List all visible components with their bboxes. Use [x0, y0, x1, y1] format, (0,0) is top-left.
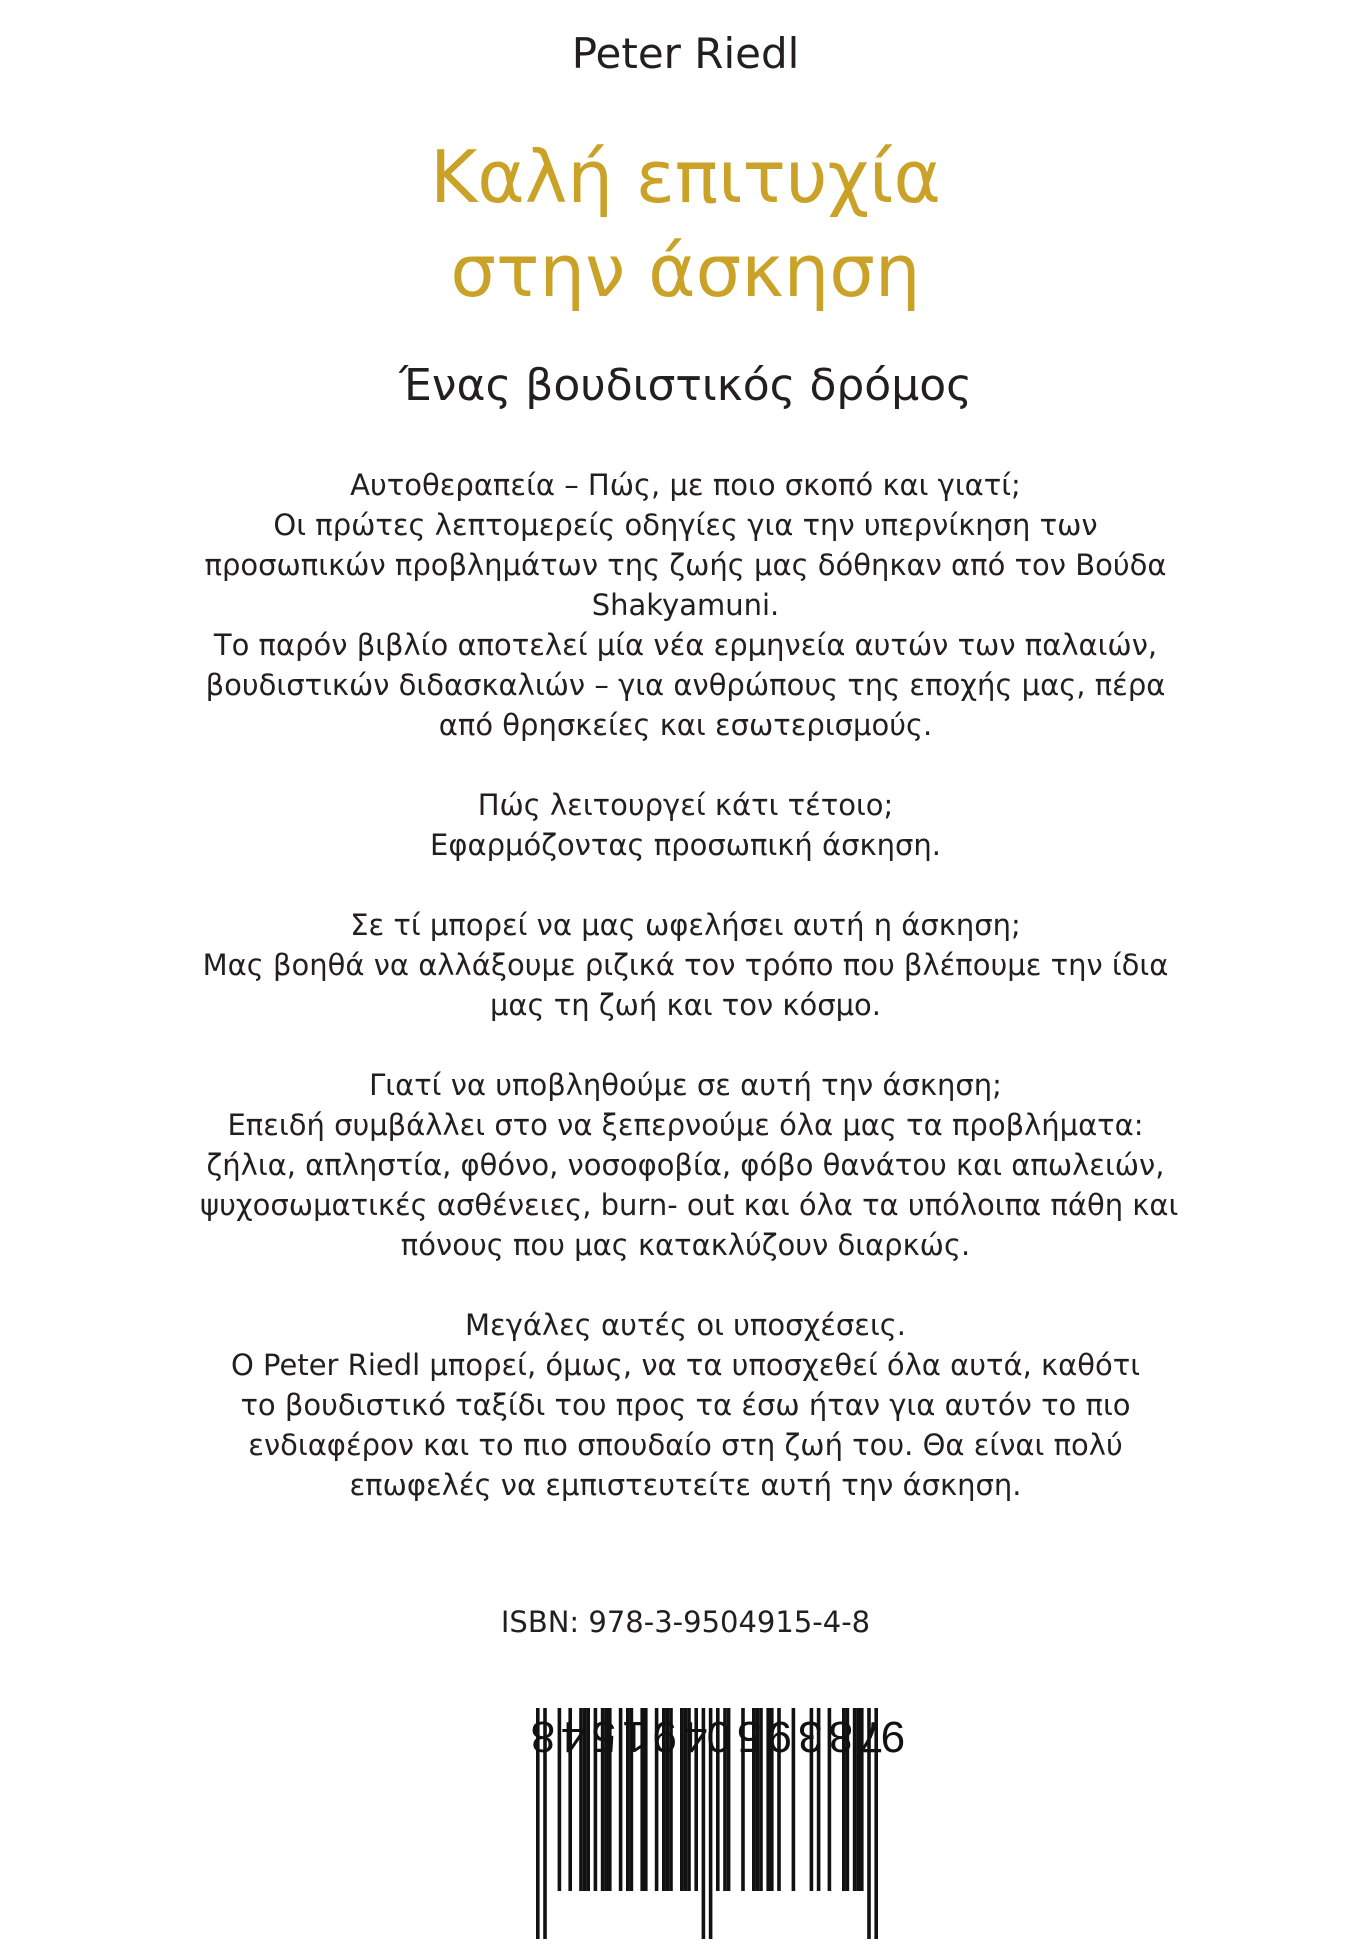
isbn-number: ISBN: 978-3-9504915-4-8	[500, 1605, 871, 1639]
blurb-paragraph	[200, 905, 1171, 1025]
blurb-line: Πώς λειτουργεί κάτι τέτοιο;	[477, 788, 894, 822]
isbn-barcode	[488, 1708, 920, 1949]
blurb-line: το βουδιστικό ταξίδι του προς τα έσω ήταν για αυτόν το πιο	[240, 1388, 1131, 1422]
barcode-digit-group: 783950	[700, 1712, 884, 1761]
blurb-line: Εφαρμόζοντας προσωπική άσκηση.	[430, 828, 941, 862]
blurb-line: προσωπικών προβλημάτων της ζωής μας δόθηκαν από τον Βούδα	[204, 548, 1167, 582]
blurb-line: Επειδή συμβάλλει στο να ξεπερνούμε όλα μας τα προβλήματα:	[227, 1108, 1144, 1142]
blurb-line: Μεγάλες αυτές οι υποσχέσεις.	[465, 1308, 906, 1342]
blurb-line: Σε τί μπορεί να μας ωφελήσει αυτή η άσκηση;	[350, 908, 1021, 942]
book-title-line-2: στην άσκηση	[450, 229, 921, 313]
blurb-line: Shakyamuni.	[591, 588, 780, 622]
blurb-line: Οι πρώτες λεπτομερείς οδηγίες για την υπερνίκηση των	[273, 508, 1098, 542]
book-title-line-1: Καλή επιτυχία	[430, 135, 941, 219]
blurb-line: Μας βοηθά να αλλάξουμε ριζικά τον τρόπο που βλέπουμε την ίδια	[202, 948, 1169, 982]
blurb-line: ζήλια, απληστία, φθόνο, νοσοφοβία, φόβο θανάτου και απωλειών,	[206, 1148, 1165, 1182]
blurb-paragraph	[200, 1065, 1179, 1265]
barcode-digit-group: 9	[874, 1712, 906, 1761]
blurb-text	[200, 465, 1179, 1545]
blurb-line: από θρησκείες και εσωτερισμούς.	[438, 708, 933, 742]
author-name: Peter Riedl	[571, 29, 800, 78]
blurb-line: Γιατί να υποβληθούμε σε αυτή την άσκηση;	[369, 1068, 1002, 1102]
blurb-line: βουδιστικών διδασκαλιών – για ανθρώπους της εποχής μας, πέρα	[205, 668, 1166, 702]
book-subtitle: Ένας βουδιστικός δρόμος	[399, 360, 972, 411]
blurb-line: ψυχοσωματικές ασθένειες, burn- out και όλα τα υπόλοιπα πάθη και	[200, 1188, 1179, 1222]
barcode-digit-group: 491548	[524, 1712, 708, 1761]
blurb-line: επωφελές να εμπιστευτείτε αυτή την άσκηση.	[349, 1468, 1022, 1502]
blurb-line: μας τη ζωή και τον κόσμο.	[489, 988, 881, 1022]
blurb-paragraph	[200, 465, 1171, 745]
barcode-digits	[525, 1712, 906, 1761]
blurb-paragraph	[200, 785, 1171, 865]
book-title	[0, 130, 1371, 318]
blurb-line: Ο Peter Riedl μπορεί, όμως, να τα υποσχεθεί όλα αυτά, καθότι	[230, 1348, 1141, 1382]
blurb-line: Το παρόν βιβλίο αποτελεί μία νέα ερμηνεία αυτών των παλαιών,	[213, 628, 1158, 662]
blurb-paragraph	[200, 1305, 1171, 1505]
blurb-line: πόνους που μας κατακλύζουν διαρκώς.	[400, 1228, 971, 1262]
blurb-line: Αυτοθεραπεία – Πώς, με ποιο σκοπό και γιατί;	[350, 468, 1021, 502]
blurb-line: ενδιαφέρον και το πιο σπουδαίο στη ζωή του. Θα είναι πολύ	[248, 1428, 1123, 1462]
